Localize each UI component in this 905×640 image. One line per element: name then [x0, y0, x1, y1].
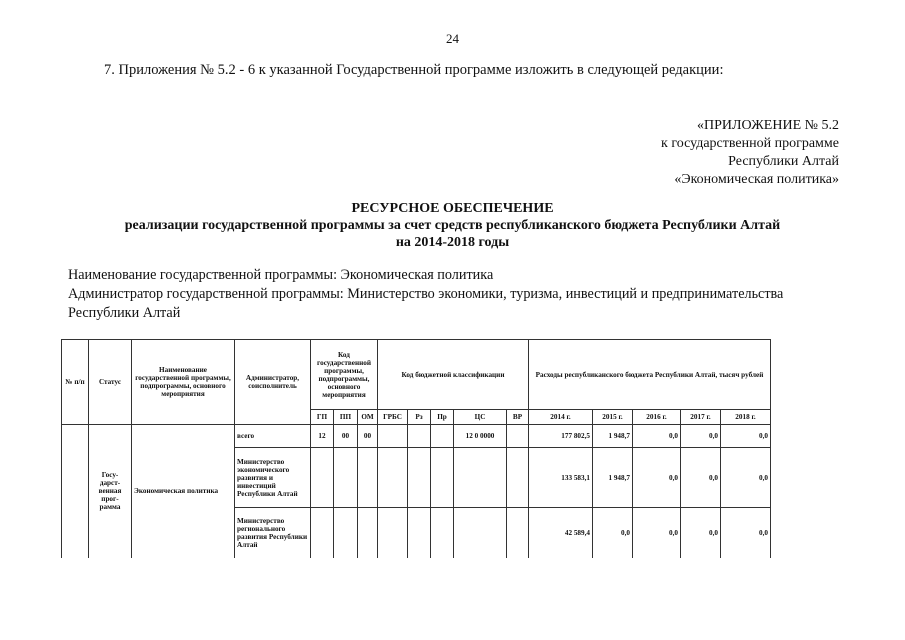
table-row — [62, 425, 771, 448]
cell-2017: 0,0 — [681, 448, 721, 508]
cell-gp — [311, 448, 334, 508]
appendix-line: «ПРИЛОЖЕНИЕ № 5.2 — [697, 118, 839, 133]
cell-gp: 12 — [311, 425, 334, 448]
cell-grbs — [378, 425, 408, 448]
cell-om: 00 — [358, 425, 378, 448]
subheader-gp: ГП — [311, 410, 334, 425]
subheader-pr: Пр — [431, 410, 454, 425]
cell-num — [62, 425, 89, 558]
cell-pp: 00 — [334, 425, 358, 448]
subheader-om: ОМ — [358, 410, 378, 425]
title-line: на 2014-2018 годы — [395, 235, 510, 250]
cell-grbs — [378, 448, 408, 508]
program-administrator-cont: Республики Алтай — [68, 305, 181, 321]
cell-2018: 0,0 — [721, 508, 771, 558]
subheader-cs: ЦС — [454, 410, 507, 425]
page-number: 24 — [446, 31, 459, 46]
cell-2016: 0,0 — [633, 508, 681, 558]
document-title — [0, 200, 905, 251]
cell-om — [358, 508, 378, 558]
cell-2015: 1 948,7 — [593, 448, 633, 508]
resource-table — [61, 339, 771, 558]
cell-grbs — [378, 508, 408, 558]
cell-gp — [311, 508, 334, 558]
cell-2017: 0,0 — [681, 425, 721, 448]
cell-pr — [431, 448, 454, 508]
cell-pp — [334, 508, 358, 558]
title-line: реализации государственной программы за счет средств республиканского бюджета Республики Алтай — [124, 218, 781, 233]
cell-vr — [507, 448, 529, 508]
cell-vr — [507, 425, 529, 448]
cell-pr — [431, 425, 454, 448]
program-name: Наименование государственной программы: Экономическая политика — [68, 267, 494, 283]
subheader-vr: ВР — [507, 410, 529, 425]
cell-cs: 12 0 0000 — [454, 425, 507, 448]
cell-program: Экономическая политика — [132, 425, 235, 558]
cell-om — [358, 448, 378, 508]
subheader-2016: 2016 г. — [633, 410, 681, 425]
cell-pp — [334, 448, 358, 508]
cell-2018: 0,0 — [721, 425, 771, 448]
cell-rz — [408, 425, 431, 448]
cell-2016: 0,0 — [633, 448, 681, 508]
cell-rz — [408, 508, 431, 558]
subheader-grbs: ГРБС — [378, 410, 408, 425]
cell-admin: Министерство экономического развития и инвестиций Республики Алтай — [235, 448, 311, 508]
header-admin: Администратор, соисполнитель — [235, 340, 311, 425]
subheader-2014: 2014 г. — [529, 410, 593, 425]
cell-2018: 0,0 — [721, 448, 771, 508]
cell-2017: 0,0 — [681, 508, 721, 558]
cell-2015: 1 948,7 — [593, 425, 633, 448]
cell-cs — [454, 508, 507, 558]
header-program-code: Код государственной программы, подпрограммы, основного мероприятия — [311, 340, 378, 410]
cell-2015: 0,0 — [593, 508, 633, 558]
subheader-2015: 2015 г. — [593, 410, 633, 425]
header-expenses: Расходы республиканского бюджета Республики Алтай, тысяч рублей — [529, 340, 771, 410]
subheader-2017: 2017 г. — [681, 410, 721, 425]
cell-admin: всего — [235, 425, 311, 448]
appendix-header — [661, 117, 839, 189]
cell-2016: 0,0 — [633, 425, 681, 448]
cell-2014: 133 583,1 — [529, 448, 593, 508]
cell-pr — [431, 508, 454, 558]
subheader-rz: Рз — [408, 410, 431, 425]
header-budget-code: Код бюджетной классификации — [378, 340, 529, 410]
intro-paragraph: 7. Приложения № 5.2 - 6 к указанной Государственной программе изложить в следующей редакции: — [104, 62, 724, 78]
cell-2014: 42 589,4 — [529, 508, 593, 558]
program-info — [68, 266, 783, 323]
cell-status: Госу- дарст- венная прог- рамма — [89, 425, 132, 558]
program-administrator: Администратор государственной программы: Министерство экономики, туризма, инвестиций и предпринимательства — [68, 286, 784, 302]
subheader-2018: 2018 г. — [721, 410, 771, 425]
cell-cs — [454, 448, 507, 508]
title-line: РЕСУРСНОЕ ОБЕСПЕЧЕНИЕ — [351, 201, 554, 216]
appendix-line: к государственной программе — [661, 136, 839, 151]
appendix-line: Республики Алтай — [728, 154, 839, 169]
subheader-pp: ПП — [334, 410, 358, 425]
header-num: № п/п — [62, 340, 89, 425]
appendix-line: «Экономическая политика» — [674, 172, 839, 187]
cell-admin: Министерство регионального развития Республики Алтай — [235, 508, 311, 558]
header-name: Наименование государственной программы, подпрограммы, основного мероприятия — [132, 340, 235, 425]
header-status: Статус — [89, 340, 132, 425]
cell-vr — [507, 508, 529, 558]
cell-2014: 177 802,5 — [529, 425, 593, 448]
cell-rz — [408, 448, 431, 508]
